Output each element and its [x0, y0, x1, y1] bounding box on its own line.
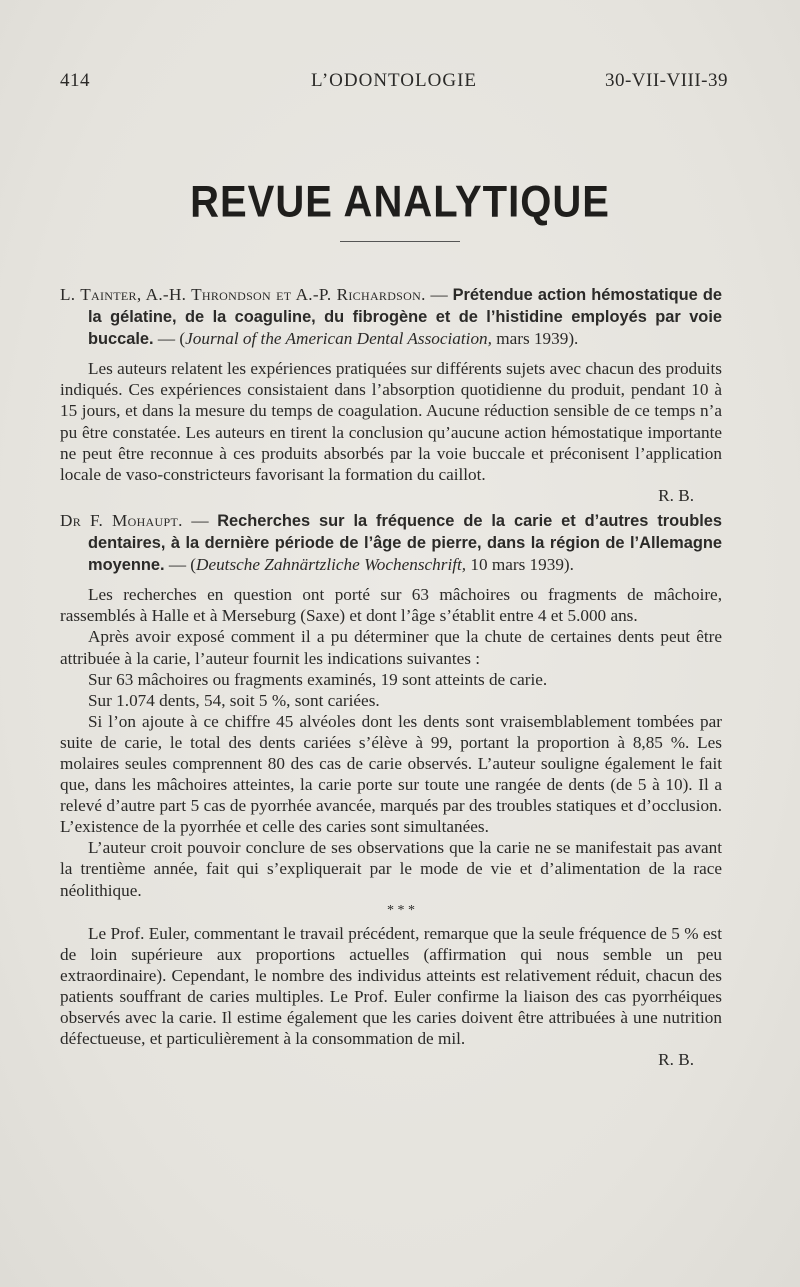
- entry-1-heading: [60, 284, 722, 350]
- entry-2-signature: R. B.: [658, 1050, 694, 1070]
- entry-1-authors: L. Tainter, A.-H. Throndson et A.-P. Richardson.: [60, 285, 426, 304]
- entry-1-signature: R. B.: [658, 485, 694, 505]
- entry-2-paragraph-1: Les recherches en question ont porté sur 63 mâchoires ou fragments de mâchoire, rassemblés à Halle et à Merseburg (Saxe) et dont l’âge s’établit entre 4 et 5.000 ans.: [60, 585, 722, 626]
- entry-1-dash: —: [425, 285, 453, 304]
- entry-2-commentary: Le Prof. Euler, commentant le travail précédent, remarque que la seule fréquence de 5 % est de loin supérieure aux proportions actuelles (affirmation qui nous semble un peu extraordinaire). Cependant, le nombre des individus atteints est relativement réduit, chacun des patients souffrant de caries multiples. Le Prof. Euler confirme la liaison des cas pyorrhéiques observés avec la carie. Il estime également que les caries doivent être attribuées à une nutrition défectueuse, et particulièrement à la consommation de mil.: [60, 923, 722, 1049]
- page-number: 414: [60, 70, 90, 91]
- article-body: [60, 284, 722, 1070]
- asterism-separator: * * *: [387, 902, 415, 918]
- entry-2-author: Dr F. Mohaupt.: [60, 510, 183, 530]
- entry-2-paragraph-5: Si l’on ajoute à ce chiffre 45 alvéoles dont les dents sont vraisemblablement tombées par suite de carie, le total des dents cariées s’élève à 99, portant la proportion à 8,85 %. Les molaires seules comprennent 80 des cas de carie observés. L’auteur souligne également le fait que, dans les mâchoires atteintes, la carie porte sur toute une rangée de dents (de 5 à 10). Il a relevé d’autre part 5 cas de pyorrhée avancée, marqués par des troubles statiques et d’occlusion. L’existence de la pyorrhée et celle des caries sont simultanées.: [60, 711, 722, 837]
- running-head: [60, 70, 728, 96]
- entry-1-title: Prétendue action hémostatique de la gélatine, de la coaguline, du fibrogène et de l’histidine employés par voie buccale.: [88, 286, 723, 349]
- entry-2-source-date: 10 mars 1939).: [466, 555, 574, 575]
- entry-2-dash2: — (: [164, 555, 197, 575]
- entry-1-source-date: mars 1939).: [491, 329, 579, 349]
- entry-2-title: Recherches sur la fréquence de la carie et d’autres troubles dentaires, à la dernière période de l’âge de pierre, dans la région de l’Allemagne moyenne.: [88, 511, 722, 575]
- journal-name: L’ODONTOLOGIE: [310, 70, 478, 91]
- issue-date: 30-VII-VIII-39: [604, 70, 728, 91]
- entry-2-paragraph-3: Sur 63 mâchoires ou fragments examinés, 19 sont atteints de carie.: [88, 669, 548, 689]
- entry-2-source: Deutsche Zahnärtzliche Wochenschrift,: [196, 555, 467, 575]
- entry-2-dash: —: [182, 510, 218, 530]
- section-title: REVUE ANALYTIQUE: [190, 177, 610, 227]
- entry-1-source: Journal of the American Dental Association,: [185, 329, 492, 349]
- entry-2-paragraph-4: Sur 1.074 dents, 54, soit 5 %, sont cariées.: [88, 690, 380, 710]
- entry-1-dash2: — (: [153, 329, 186, 349]
- entry-2-paragraph-6: L’auteur croit pouvoir conclure de ses observations que la carie ne se manifestait pas avant la trentième année, fait qui s’expliquerait par le mode de vie et d’alimentation de la race néolithique.: [60, 838, 722, 900]
- entry-2-heading: [60, 510, 722, 576]
- title-rule: [340, 241, 460, 242]
- entry-2-paragraph-2: Après avoir exposé comment il a pu déterminer que la chute de certaines dents peut être attribuée à la carie, l’auteur fournit les indications suivantes :: [60, 627, 722, 668]
- entry-1-paragraph: Les auteurs relatent les expériences pratiquées sur différents sujets avec chacun des produits indiqués. Ces expériences consistaient dans l’absorption quotidienne du produit, pendant 10 à 15 jours, et dans la mesure du temps de coagulation. Aucune réduction sensible de ce temps n’a pu être constatée. Les auteurs en tirent la conclusion qu’aucune action hémostatique importante ne peut être reconnue à ces produits absorbés par la voie buccale et préconisent l’application locale de vaso-constricteurs favorisant la formation du caillot.: [60, 359, 722, 484]
